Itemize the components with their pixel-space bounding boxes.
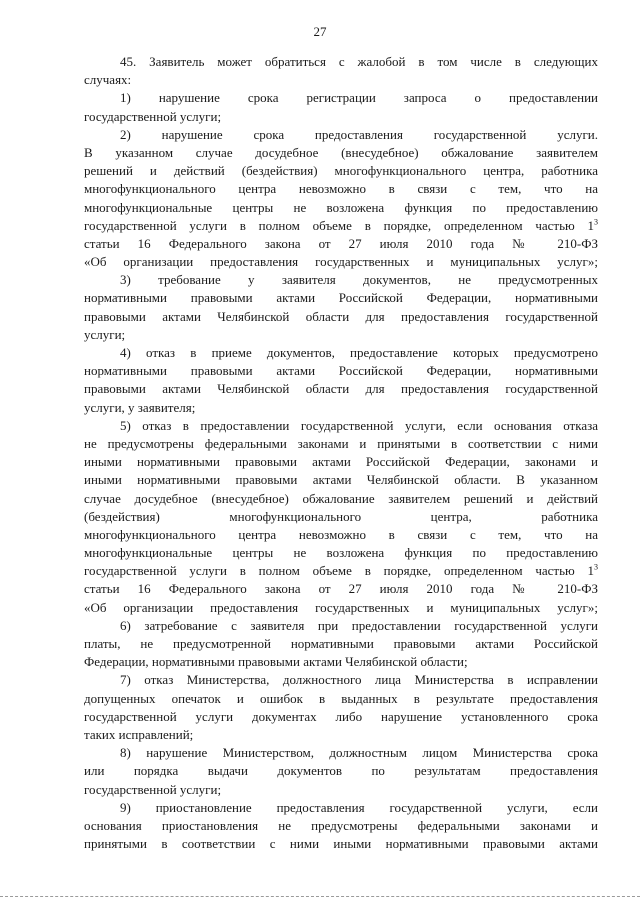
text-line <box>84 435 598 453</box>
text-line <box>84 144 598 162</box>
line-text: многофункционального центра невозможно в связи с тем, что на <box>84 526 598 542</box>
line-text: 9) приостановление предоставления государственной услуги, если <box>120 799 598 815</box>
text-line <box>84 781 598 799</box>
line-text: 7) отказ Министерства, должностного лица Министерства в исправлении <box>120 672 598 688</box>
text-line <box>84 344 598 362</box>
text-line <box>84 380 598 398</box>
text-line <box>84 217 598 235</box>
line-text: не предусмотрены федеральными законами и принятыми в соответствии с ними <box>84 435 598 451</box>
line-text: случаях: <box>84 72 132 88</box>
page-bottom-divider <box>0 896 640 897</box>
text-line <box>84 508 598 526</box>
line-text: основания приостановления не предусмотрены федеральными законами и <box>84 817 598 833</box>
text-line <box>84 471 598 489</box>
text-line <box>84 799 598 817</box>
text-line <box>84 53 598 71</box>
line-text: Федерации, нормативными правовыми актами Челябинской области; <box>84 654 468 670</box>
text-line <box>84 690 598 708</box>
line-text: «Об организации предоставления государственных и муниципальных услуг»; <box>84 254 598 270</box>
line-text: В указанном случае досудебное (внесудебное) обжалование заявителем <box>84 144 598 160</box>
text-line <box>84 671 598 689</box>
text-line <box>84 580 598 598</box>
line-text: иными нормативными правовыми актами Челябинской области. В указанном <box>84 472 598 488</box>
line-text: нормативными правовыми актами Российской Федерации, нормативными <box>84 363 598 379</box>
line-text: государственной услуги в полном объеме в порядке, определенном частью 1 <box>84 563 594 579</box>
line-text: 1) нарушение срока регистрации запроса о предоставлении <box>120 90 598 106</box>
text-line <box>84 289 598 307</box>
text-line <box>84 235 598 253</box>
text-line <box>84 199 598 217</box>
page-number: 27 <box>313 24 327 39</box>
text-line <box>84 726 598 744</box>
text-line <box>84 326 598 344</box>
text-line <box>84 417 598 435</box>
line-text: 45. Заявитель может обратиться с жалобой в том числе в следующих <box>120 54 598 69</box>
text-line <box>84 653 598 671</box>
text-line <box>84 180 598 198</box>
text-line <box>84 253 598 271</box>
line-text: правовыми актами Челябинской области для предоставления государственной <box>84 381 598 397</box>
line-text: (бездействия) многофункционального центра, работника <box>84 508 598 524</box>
text-line <box>84 108 598 126</box>
text-line <box>84 544 598 562</box>
line-text: 3) требование у заявителя документов, не предусмотренных <box>120 272 598 288</box>
text-line <box>84 362 598 380</box>
line-text: 2) нарушение срока предоставления государственной услуги. <box>120 126 598 142</box>
text-line <box>84 453 598 471</box>
line-text: 6) затребование с заявителя при предоставлении государственной услуги <box>120 617 598 633</box>
footnote-superscript: 3 <box>594 562 598 572</box>
text-line <box>84 762 598 780</box>
line-text: иными нормативными правовыми актами Российской Федерации, законами и <box>84 454 598 470</box>
line-text: 4) отказ в приеме документов, предоставление которых предусмотрено <box>120 345 598 360</box>
line-text: государственной услуги; <box>84 781 222 797</box>
line-text: многофункциональные центры не возложена функция по предоставлению <box>84 545 598 561</box>
document-body <box>84 53 598 853</box>
line-text: решений и действий (бездействия) многофункционального центра, работника <box>84 163 598 179</box>
text-line <box>84 162 598 180</box>
line-text: услуги, у заявителя; <box>84 399 196 415</box>
text-line <box>84 708 598 726</box>
footnote-superscript: 3 <box>594 217 598 227</box>
line-text: или порядка выдачи документов по результатам предоставления <box>84 763 598 779</box>
line-text: статьи 16 Федерального закона от 27 июля 2010 года № 210-ФЗ <box>84 235 598 251</box>
line-text: многофункционального центра невозможно в связи с тем, что на <box>84 181 598 197</box>
text-line <box>84 562 598 580</box>
text-line <box>84 817 598 835</box>
text-line <box>84 71 598 89</box>
line-text: 5) отказ в предоставлении государственной услуги, если основания отказа <box>120 417 598 433</box>
line-text: случае досудебное (внесудебное) обжалование заявителем решений и действий <box>84 490 598 506</box>
text-line <box>84 399 598 417</box>
line-text: принятыми в соответствии с ними иными нормативными правовыми актами <box>84 836 598 852</box>
line-text: нормативными правовыми актами Российской Федерации, нормативными <box>84 290 598 306</box>
text-line <box>84 599 598 617</box>
line-text: правовыми актами Челябинской области для предоставления государственной <box>84 308 598 324</box>
line-text: государственной услуги; <box>84 108 222 124</box>
line-text: таких исправлений; <box>84 726 194 742</box>
text-line <box>84 617 598 635</box>
text-line <box>84 271 598 289</box>
line-text: 8) нарушение Министерством, должностным лицом Министерства срока <box>120 745 598 761</box>
text-line <box>84 744 598 762</box>
text-line <box>84 126 598 144</box>
text-line <box>84 835 598 853</box>
line-text: «Об организации предоставления государственных и муниципальных услуг»; <box>84 599 598 615</box>
line-text: допущенных опечаток и ошибок в выданных в результате предоставления <box>84 690 598 706</box>
text-line <box>84 89 598 107</box>
line-text: государственной услуги в полном объеме в порядке, определенном частью 1 <box>84 217 594 233</box>
line-text: услуги; <box>84 326 126 342</box>
text-line <box>84 490 598 508</box>
line-text: статьи 16 Федерального закона от 27 июля 2010 года № 210-ФЗ <box>84 581 598 597</box>
text-line <box>84 526 598 544</box>
line-text: многофункциональные центры не возложена функция по предоставлению <box>84 199 598 215</box>
line-text: государственной услуги документах либо нарушение установленного срока <box>84 708 598 724</box>
text-line <box>84 635 598 653</box>
text-line <box>84 308 598 326</box>
line-text: платы, не предусмотренной нормативными правовыми актами Российской <box>84 636 598 651</box>
